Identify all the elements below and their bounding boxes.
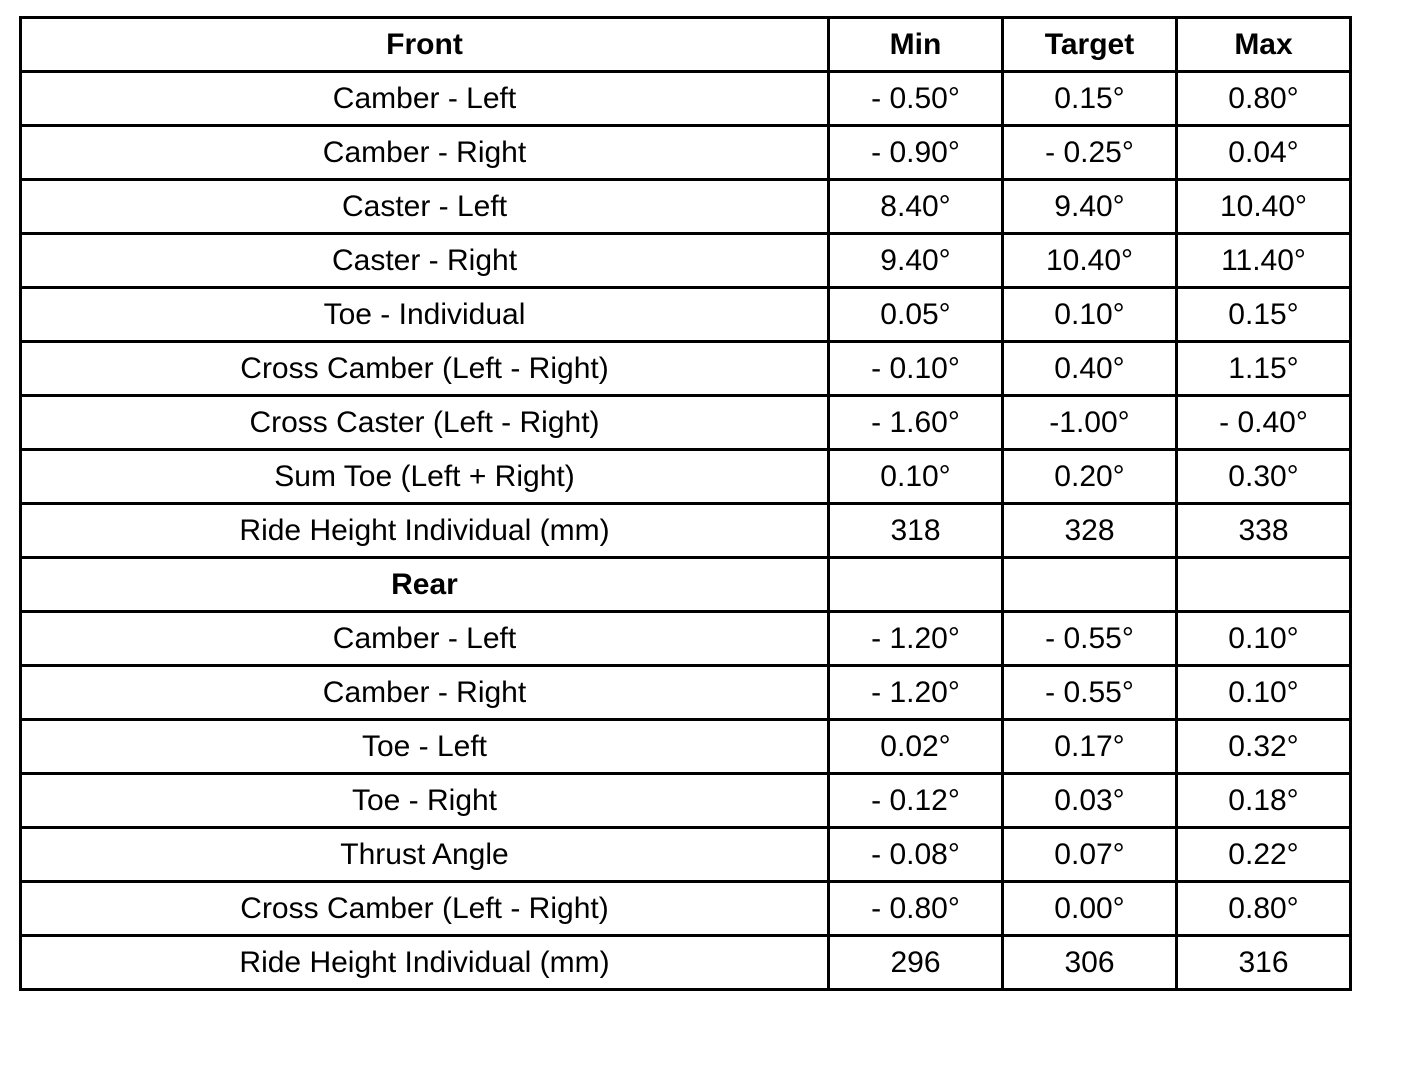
max-value: 0.10°: [1177, 666, 1351, 720]
empty-cell: [1177, 558, 1351, 612]
max-value: - 0.40°: [1177, 396, 1351, 450]
min-value: - 1.60°: [829, 396, 1003, 450]
min-value: 318: [829, 504, 1003, 558]
table-row: [21, 612, 1351, 666]
max-value: 0.15°: [1177, 288, 1351, 342]
front-header-row: [21, 18, 1351, 72]
row-label: Toe - Right: [21, 774, 829, 828]
table-row: [21, 882, 1351, 936]
target-value: 328: [1003, 504, 1177, 558]
max-value: 338: [1177, 504, 1351, 558]
row-label: Ride Height Individual (mm): [21, 504, 829, 558]
target-value: 0.40°: [1003, 342, 1177, 396]
min-value: - 0.50°: [829, 72, 1003, 126]
row-label: Caster - Right: [21, 234, 829, 288]
table-row: [21, 450, 1351, 504]
max-value: 0.10°: [1177, 612, 1351, 666]
target-value: 0.10°: [1003, 288, 1177, 342]
row-label: Cross Camber (Left - Right): [21, 882, 829, 936]
table-row: [21, 72, 1351, 126]
min-value: 296: [829, 936, 1003, 990]
target-value: -1.00°: [1003, 396, 1177, 450]
table-row: [21, 936, 1351, 990]
min-value: - 0.80°: [829, 882, 1003, 936]
front-section-header: Front: [21, 18, 829, 72]
target-value: 0.17°: [1003, 720, 1177, 774]
min-value: - 0.12°: [829, 774, 1003, 828]
target-value: 9.40°: [1003, 180, 1177, 234]
max-value: 0.18°: [1177, 774, 1351, 828]
target-value: 0.07°: [1003, 828, 1177, 882]
max-value: 0.22°: [1177, 828, 1351, 882]
min-value: - 1.20°: [829, 666, 1003, 720]
row-label: Camber - Right: [21, 126, 829, 180]
target-value: 0.15°: [1003, 72, 1177, 126]
max-value: 0.30°: [1177, 450, 1351, 504]
max-value: 10.40°: [1177, 180, 1351, 234]
min-value: 8.40°: [829, 180, 1003, 234]
target-column-header: Target: [1003, 18, 1177, 72]
max-value: 0.80°: [1177, 72, 1351, 126]
min-value: - 1.20°: [829, 612, 1003, 666]
target-value: - 0.55°: [1003, 612, 1177, 666]
empty-cell: [1003, 558, 1177, 612]
rear-header-row: [21, 558, 1351, 612]
max-value: 0.04°: [1177, 126, 1351, 180]
row-label: Camber - Left: [21, 612, 829, 666]
max-value: 0.32°: [1177, 720, 1351, 774]
row-label: Toe - Left: [21, 720, 829, 774]
row-label: Camber - Left: [21, 72, 829, 126]
row-label: Thrust Angle: [21, 828, 829, 882]
table-row: [21, 828, 1351, 882]
table-row: [21, 288, 1351, 342]
min-value: - 0.08°: [829, 828, 1003, 882]
target-value: - 0.25°: [1003, 126, 1177, 180]
min-value: 9.40°: [829, 234, 1003, 288]
table-row: [21, 396, 1351, 450]
max-column-header: Max: [1177, 18, 1351, 72]
row-label: Cross Caster (Left - Right): [21, 396, 829, 450]
min-value: - 0.10°: [829, 342, 1003, 396]
row-label: Sum Toe (Left + Right): [21, 450, 829, 504]
table-row: [21, 774, 1351, 828]
row-label: Ride Height Individual (mm): [21, 936, 829, 990]
min-column-header: Min: [829, 18, 1003, 72]
target-value: 0.20°: [1003, 450, 1177, 504]
empty-cell: [829, 558, 1003, 612]
table-row: [21, 180, 1351, 234]
min-value: - 0.90°: [829, 126, 1003, 180]
alignment-spec-table: [19, 16, 1352, 991]
target-value: - 0.55°: [1003, 666, 1177, 720]
target-value: 0.00°: [1003, 882, 1177, 936]
table-row: [21, 666, 1351, 720]
min-value: 0.02°: [829, 720, 1003, 774]
min-value: 0.05°: [829, 288, 1003, 342]
row-label: Caster - Left: [21, 180, 829, 234]
table-row: [21, 720, 1351, 774]
table-row: [21, 234, 1351, 288]
row-label: Cross Camber (Left - Right): [21, 342, 829, 396]
row-label: Camber - Right: [21, 666, 829, 720]
table-row: [21, 504, 1351, 558]
row-label: Toe - Individual: [21, 288, 829, 342]
max-value: 1.15°: [1177, 342, 1351, 396]
max-value: 316: [1177, 936, 1351, 990]
target-value: 0.03°: [1003, 774, 1177, 828]
target-value: 10.40°: [1003, 234, 1177, 288]
table-row: [21, 342, 1351, 396]
target-value: 306: [1003, 936, 1177, 990]
max-value: 11.40°: [1177, 234, 1351, 288]
max-value: 0.80°: [1177, 882, 1351, 936]
table-row: [21, 126, 1351, 180]
min-value: 0.10°: [829, 450, 1003, 504]
rear-section-header: Rear: [21, 558, 829, 612]
